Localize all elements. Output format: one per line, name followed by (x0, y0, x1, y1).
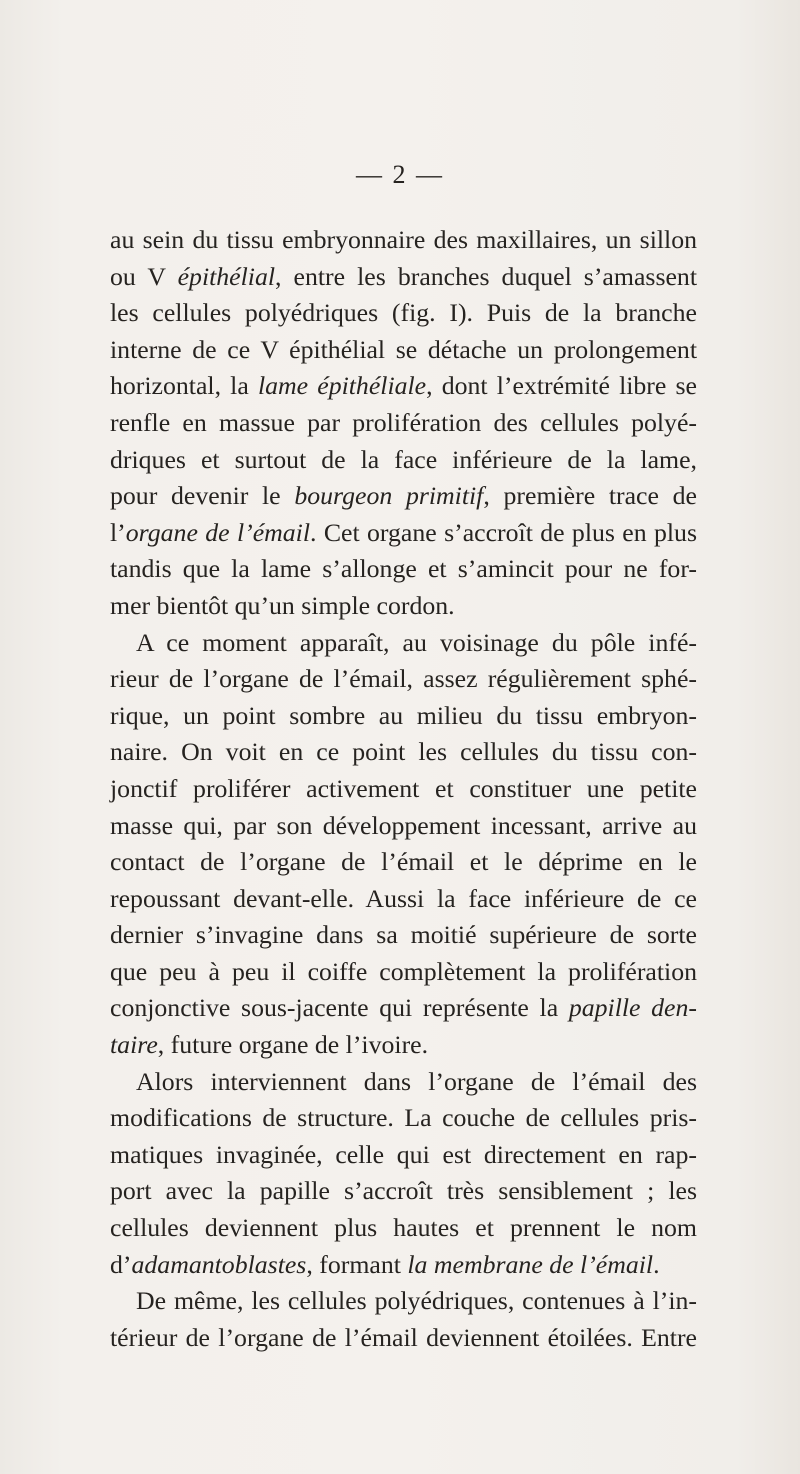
text-line (110, 1173, 697, 1210)
text-run: , entre les branches duquel s’amassent (275, 261, 697, 291)
text-line (110, 1064, 697, 1101)
text-line (110, 515, 697, 552)
text-run: cellules deviennent plus hautes et prennent le nom (110, 1213, 697, 1243)
text-run: rieur de l’organe de l’émail, assez régulièrement sphé- (110, 664, 697, 694)
text-line (110, 844, 697, 881)
text-line (110, 551, 697, 588)
text-line (110, 259, 697, 296)
italic-term: organe de l’émail (125, 517, 311, 547)
text-run: , formant (306, 1249, 408, 1279)
text-line (110, 1283, 697, 1320)
text-run: mer bientôt qu’un simple cordon. (110, 590, 455, 620)
italic-term: taire (110, 1030, 158, 1060)
text-run: l’ (110, 517, 126, 547)
text-run: contact de l’organe de l’émail et le déprime en le (110, 847, 697, 877)
text-run: au sein du tissu embryonnaire des maxillaires, un sillon (110, 225, 697, 254)
text-line (110, 625, 697, 662)
text-run: port avec la papille s’accroît très sensiblement ; les (110, 1176, 697, 1206)
text-line (110, 368, 697, 405)
italic-term: bourgeon primitif (294, 481, 484, 511)
text-run: , dont l’extrémité libre se (426, 371, 697, 401)
text-run: De même, les cellules polyédriques, contenues à l’in- (136, 1286, 697, 1316)
text-run: , première trace de (483, 481, 697, 511)
text-line (110, 734, 697, 771)
text-line (110, 954, 697, 991)
text-line (110, 588, 697, 625)
text-run: , future organe de l’ivoire. (157, 1030, 429, 1060)
text-line (110, 698, 697, 735)
italic-term: la membrane de l’émail (407, 1249, 654, 1279)
text-line (110, 917, 697, 954)
italic-term: papille den- (568, 993, 697, 1023)
text-line (110, 222, 697, 259)
text-run: rique, un point sombre au milieu du tissu embryon- (110, 700, 697, 730)
text-run: matiques invaginée, celle qui est directement en rap- (110, 1139, 697, 1169)
text-run: dernier s’invagine dans sa moitié supérieure de sorte (110, 920, 697, 950)
text-line (110, 295, 697, 332)
text-run: renfle en massue par prolifération des cellules polyé- (110, 407, 697, 437)
text-run: horizontal, la (110, 371, 258, 401)
text-run: A ce moment apparaît, au voisinage du pôle infé- (136, 627, 697, 657)
text-line (110, 1027, 697, 1064)
text-line (110, 1210, 697, 1247)
text-run: ou V (110, 261, 178, 291)
text-run: driques et surtout de la face inférieure de la lame, (110, 444, 697, 474)
italic-term: adamantoblastes (131, 1249, 307, 1279)
text-line (110, 478, 697, 515)
text-run: masse qui, par son développement incessant, arrive au (110, 810, 697, 840)
text-run: les cellules polyédriques (fig. I). Puis de la branche (110, 298, 697, 328)
text-line (110, 1137, 697, 1174)
text-line (110, 808, 697, 845)
text-run: pour devenir le (110, 481, 295, 511)
text-line (110, 990, 697, 1027)
text-run: que peu à peu il coiffe complètement la prolifération (110, 956, 697, 986)
text-line (110, 332, 697, 369)
text-run: conjonctive sous-jacente qui représente la (110, 993, 569, 1023)
text-line (110, 405, 697, 442)
text-run: d’ (110, 1249, 132, 1279)
text-run: modifications de structure. La couche de cellules pris- (110, 1103, 697, 1133)
text-run: térieur de l’organe de l’émail deviennent étoilées. Entre (110, 1322, 697, 1352)
text-run: . (653, 1249, 660, 1279)
text-run: repoussant devant-elle. Aussi la face inférieure de ce (110, 883, 697, 913)
text-run: naire. On voit en ce point les cellules du tissu con- (110, 737, 697, 767)
text-line (110, 1100, 697, 1137)
text-line (110, 661, 697, 698)
text-run: interne de ce V épithélial se détache un prolongement (110, 334, 697, 364)
text-run: Alors interviennent dans l’organe de l’émail des (136, 1066, 697, 1096)
text-line (110, 442, 697, 479)
text-line (110, 771, 697, 808)
page-number: — 2 — (356, 160, 444, 189)
italic-term: lame épithéliale (257, 371, 427, 401)
text-run: tandis que la lame s’allonge et s’amincit pour ne for- (110, 554, 697, 584)
text-line (110, 1320, 697, 1357)
italic-term: épithélial (177, 261, 276, 291)
text-run: jonctif proliférer activement et constituer une petite (110, 773, 697, 803)
text-line (110, 881, 697, 918)
text-run: . Cet organe s’accroît de plus en plus (310, 517, 697, 547)
text-line (110, 1247, 697, 1284)
body-text (110, 222, 697, 1356)
